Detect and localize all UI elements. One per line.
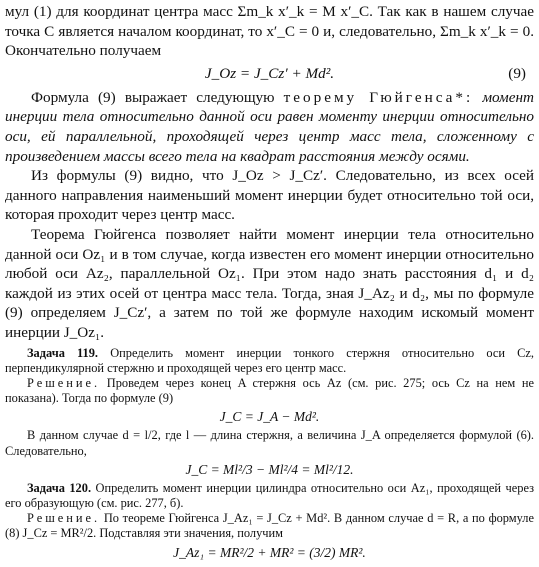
problem-120-equation-1: J_Az₁ = MR²/2 + MR² = (3/2) MR². [173, 544, 366, 560]
equation-9 [5, 62, 534, 86]
paragraph-theorem [5, 88, 534, 166]
problem-119-equation-1: J_C = J_A − Md². [219, 409, 320, 425]
problem-120-text: Определить момент инерции цилиндра относительно оси Az₁, проходящей через его образующую (см. рис. 277, б). [5, 480, 534, 510]
problem-120-label: Задача 120. [27, 480, 92, 495]
problem-119-equation-2: J_C = Ml²/3 − Ml²/4 = Ml²/12. [185, 461, 354, 477]
problem-119-solution [5, 376, 534, 406]
theorem-lead: Формула (9) выражает следующую [31, 88, 275, 106]
problem-120-statement [5, 481, 534, 511]
paragraph-intro: мул (1) для координат центра масс Σm_k x′_k = M x′_C. Так как в нашем случае точка C является началом координат, то x′_C = 0 и, следовательно, Σm_k x′_k = 0. Окончательно получаем [5, 3, 534, 60]
problem-120-solution [5, 511, 534, 541]
problem-119-solution-label: Решение. [27, 375, 101, 390]
problem-119-statement [5, 346, 534, 376]
problem-119-text: Определить момент инерции тонкого стержня относительно оси Cz, перпендикулярной стержню и проходящей через его центр масс. [5, 345, 534, 375]
problem-119-after: В данном случае d = l/2, где l — длина стержня, а величина J_A определяется формулой (6). Следовательно, [5, 428, 534, 458]
paragraph-application: Теорема Гюйгенса позволяет найти момент инерции тела относительно данной оси Oz₁ и в том случае, когда известен его момент инерции относительно любой оси Az₂, параллельной Oz₁. При этом надо знать расстояния d₁ и d₂ каждой из этих осей от центра масс тела. Тогда, зная J_Az₂ и d₂, мы по формуле (9) определяем J_Cz′, а затем по той же формуле находим искомый момент инерции J_Oz₁. [5, 225, 534, 341]
paragraph-consequence: Из формулы (9) видно, что J_Oz > J_Cz′. Следовательно, из всех осей данного направления наименьший момент инерции будет относительно той оси, которая проходит через центр масс. [5, 167, 534, 224]
equation-9-number: (9) [508, 64, 526, 82]
equation-9-body: J_Oz = J_Cz′ + Md². [204, 64, 335, 82]
theorem-statement: момент инерции тела относительно данной оси равен моменту инерции относительно оси, ей параллельной, проходящей через центр масс тела, сложенному с произведением массы всего тела на квадрат расстояния между осями. [5, 88, 534, 165]
problem-119-solution-text: Проведем через конец A стержня ось Az (см. рис. 275; ось Cz на нем не показана). Тогда по формуле (9) [5, 375, 534, 406]
problem-120-solution-label: Решение. [27, 511, 101, 526]
problem-119-label: Задача 119. [27, 345, 99, 360]
problem-120-solution-text: По теореме Гюйгенса J_Az₁ = J_Cz + Md². В данном случае d = R, а по формуле (8) J_Cz = MR²/2. Подставляя эти значения, получим [5, 511, 534, 541]
theorem-name: теорему Гюйгенса*: [283, 88, 474, 106]
